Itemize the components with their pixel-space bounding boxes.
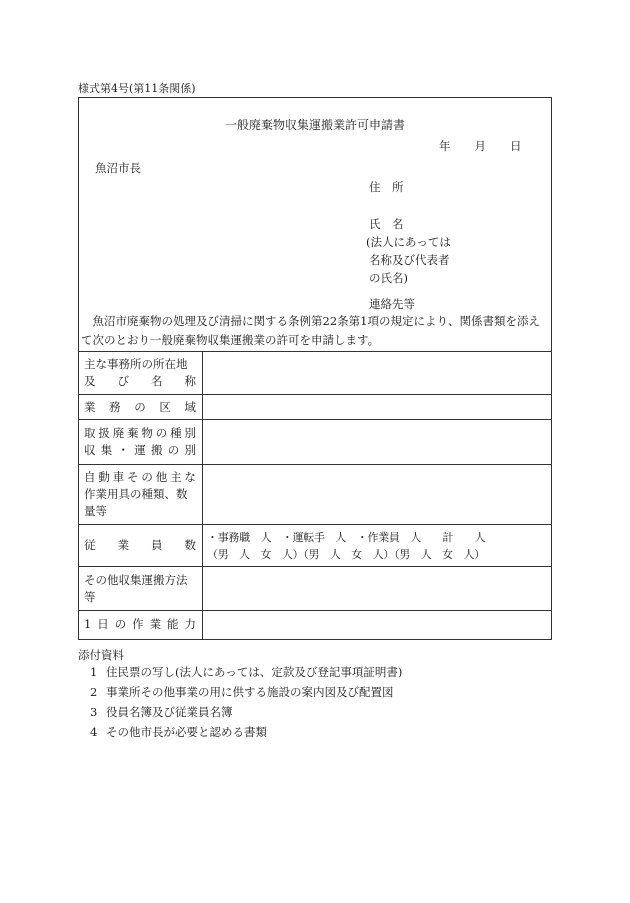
waste-type-line-2: 収 集 ・ 運 搬 の 別 — [84, 443, 196, 457]
attachment-item: 1 住民票の写し(法人にあっては、定款及び登記事項証明書) — [90, 665, 403, 679]
application-statement: 魚沼市廃棄物の処理及び清掃に関する条例第22条第1項の規定により、関係書類を添えて次のとおり一般廃棄物収集運搬業の許可を申請します。 — [81, 314, 540, 347]
form-number-label: 様式第4号(第11条関係) — [78, 82, 196, 95]
table-row-capacity — [79, 611, 551, 639]
waste-type-label — [84, 425, 196, 459]
staff-categories: ・事務職 人 ・運転手 人 ・作業員 人 計 人 — [207, 531, 486, 544]
applicant-note-1: (法人にあっては — [366, 235, 451, 249]
staff-label: 従 業 員 数 — [84, 538, 196, 552]
vehicles-label — [84, 469, 196, 520]
table-row-method — [79, 567, 551, 611]
date-month: 月 — [474, 139, 486, 153]
method-line-2: 等 — [84, 590, 96, 604]
application-form — [78, 97, 552, 640]
office-label — [84, 356, 196, 390]
vehicles-line-3: 量等 — [84, 504, 107, 518]
office-label-line-2: 及 び 名 称 — [84, 374, 196, 388]
table-row-office — [79, 351, 551, 395]
capacity-label: 1 日 の 作 業 能 力 — [84, 617, 196, 631]
date-day: 日 — [510, 139, 522, 153]
applicant-note-3: の氏名) — [369, 271, 408, 285]
date-line — [439, 138, 522, 154]
vehicles-line-2: 作業用具の種類、数 — [84, 487, 188, 501]
staff-gender-breakdown: （男 人 女 人）（男 人 女 人）（男 人 女 人） — [207, 548, 485, 561]
method-line-1: その他収集運搬方法 — [84, 573, 188, 587]
date-year: 年 — [439, 139, 451, 153]
applicant-contact-label: 連絡先等 — [369, 297, 415, 311]
area-label: 業 務 の 区 域 — [84, 400, 196, 414]
form-title: 一般廃棄物収集運搬業許可申請書 — [224, 118, 405, 132]
table-row-staff — [79, 525, 551, 567]
method-label — [84, 572, 196, 606]
table-row-area — [79, 395, 551, 420]
staff-values — [207, 529, 485, 563]
vehicles-line-1: 自 動 車 そ の 他 主 な — [84, 470, 196, 484]
table-row-waste-type — [79, 420, 551, 465]
applicant-note-2: 名称及び代表者 — [369, 253, 450, 267]
attachment-item: 2 事業所その他事業の用に供する施設の案内図及び配置図 — [90, 685, 394, 699]
waste-type-line-1: 取 扱 廃 棄 物 の 種 別 — [84, 426, 196, 440]
applicant-name-label: 氏 名 — [369, 217, 404, 231]
attachments-heading: 添付資料 — [78, 648, 124, 662]
applicant-address-label: 住 所 — [369, 180, 404, 194]
table-row-vehicles — [79, 465, 551, 525]
attachment-item: 4 その他市長が必要と認める書類 — [90, 725, 267, 739]
attachment-item: 3 役員名簿及び従業員名簿 — [90, 705, 233, 719]
office-label-line-1: 主な事務所の所在地 — [84, 357, 188, 371]
addressee: 魚沼市長 — [95, 161, 141, 175]
